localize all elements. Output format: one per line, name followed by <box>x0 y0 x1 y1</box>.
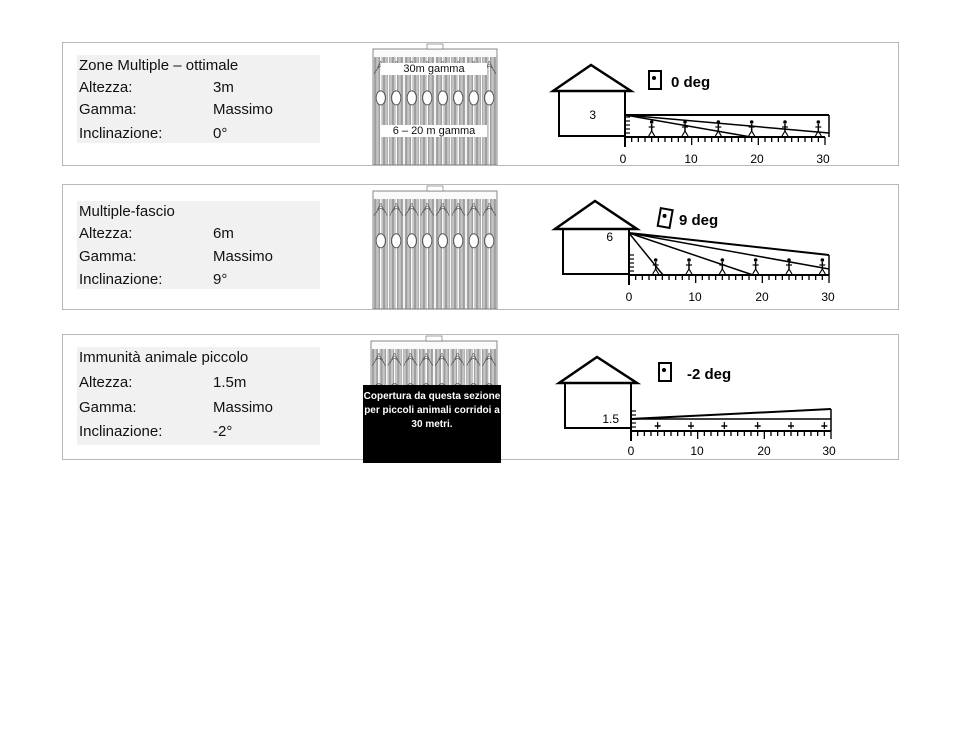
pattern-top-label: 30m gamma <box>381 63 487 75</box>
person-leg <box>689 269 692 274</box>
person-leg <box>686 269 689 274</box>
person-head <box>783 120 787 124</box>
tick-label-30: 30 <box>821 290 835 304</box>
person-leg <box>649 131 652 136</box>
pattern-zone <box>469 91 478 105</box>
person-leg <box>722 269 725 274</box>
house-roof <box>553 65 631 91</box>
tick-label-20: 20 <box>757 444 771 458</box>
pattern-zone <box>376 234 385 248</box>
detection-pattern-image <box>367 43 503 165</box>
angle-label: -2 deg <box>687 366 732 383</box>
section-title: Multiple-fascio <box>79 203 175 220</box>
person-head <box>787 258 791 262</box>
sensor-lens-icon <box>652 76 656 80</box>
house-roof <box>555 201 637 229</box>
beam-top <box>631 409 831 419</box>
diagram-svg <box>551 57 851 167</box>
pattern-note: Copertura da questa sezione per piccoli animali corridoi a 30 metri. <box>363 385 501 463</box>
house-roof <box>559 357 637 383</box>
info-panel <box>77 201 320 289</box>
sensor-lens-icon <box>662 368 666 372</box>
mounting-diagram <box>553 195 853 307</box>
row-key: Gamma: <box>79 248 137 265</box>
person-head <box>654 258 658 262</box>
person-head <box>754 258 758 262</box>
tick-label-10: 10 <box>688 290 702 304</box>
person-leg <box>786 269 789 274</box>
row-value: 0° <box>213 125 228 142</box>
distance-ruler <box>631 407 831 441</box>
top-marker-icon <box>426 336 442 341</box>
beam-low <box>625 115 751 137</box>
pattern-zone <box>454 91 463 105</box>
row-key: Gamma: <box>79 399 137 416</box>
person-leg <box>785 131 788 136</box>
pattern-zone <box>454 234 463 248</box>
tick-label-30: 30 <box>816 152 830 166</box>
pattern-zone <box>438 234 447 248</box>
person-leg <box>685 131 688 136</box>
pattern-zone <box>407 91 416 105</box>
person-head <box>821 258 825 262</box>
row-value: Massimo <box>213 101 274 118</box>
person-head <box>687 258 691 262</box>
pattern-frame <box>373 191 497 309</box>
pattern-zone <box>469 234 478 248</box>
section-title: Zone Multiple – ottimale <box>79 57 239 74</box>
height-label: 6 <box>606 230 613 244</box>
sensor-tilted <box>658 208 673 228</box>
pattern-zone <box>485 234 494 248</box>
row-value: 6m <box>213 225 234 242</box>
row-key: Altezza: <box>79 374 133 391</box>
row-key: Inclinazione: <box>79 423 163 440</box>
person-leg <box>749 131 752 136</box>
top-marker-icon <box>427 186 443 191</box>
section-multiple-fascio <box>62 184 899 310</box>
angle-label: 9 deg <box>679 212 719 229</box>
tick-label-0: 0 <box>619 152 627 166</box>
person-leg <box>753 269 756 274</box>
person-leg <box>756 269 759 274</box>
pattern-zone <box>407 234 416 248</box>
pattern-zone <box>376 91 385 105</box>
angle-label: 0 deg <box>671 74 711 91</box>
pattern-svg <box>367 43 503 165</box>
mounting-diagram <box>557 349 857 459</box>
section-immunita-animale <box>62 334 899 460</box>
person-leg <box>819 269 822 274</box>
row-value: -2° <box>213 423 233 440</box>
person-head <box>683 120 687 124</box>
top-marker-icon <box>427 44 443 49</box>
detection-pattern-image <box>367 185 503 309</box>
row-value: 9° <box>213 271 228 288</box>
section-title: Immunità animale piccolo <box>79 349 249 366</box>
pattern-zone <box>438 91 447 105</box>
row-key: Gamma: <box>79 101 137 118</box>
pattern-bottom-label: 6 – 20 m gamma <box>381 125 487 137</box>
person-leg <box>719 269 722 274</box>
person-head <box>721 258 725 262</box>
house-wall <box>563 229 629 274</box>
tick-label-10: 10 <box>684 152 698 166</box>
person-head <box>817 120 821 124</box>
row-value: 1.5m <box>213 374 247 391</box>
tick-label-0: 0 <box>627 444 635 458</box>
person-leg <box>789 269 792 274</box>
person-head <box>750 120 754 124</box>
beam-mid <box>625 115 829 133</box>
tick-label-20: 20 <box>755 290 769 304</box>
pattern-zone <box>423 234 432 248</box>
pattern-zone <box>392 91 401 105</box>
row-value: Massimo <box>213 399 274 416</box>
pattern-svg <box>367 185 503 309</box>
sensor-icon <box>659 363 671 381</box>
row-key: Altezza: <box>79 225 133 242</box>
pattern-zone <box>423 91 432 105</box>
pattern-zone <box>392 234 401 248</box>
tick-label-30: 30 <box>822 444 836 458</box>
height-label: 3 <box>589 108 596 122</box>
row-value: Massimo <box>213 248 274 265</box>
section-zone-multiple <box>62 42 899 166</box>
mounting-diagram <box>551 57 851 167</box>
person-leg <box>822 269 825 274</box>
tick-label-0: 0 <box>625 290 633 304</box>
person-head <box>650 120 654 124</box>
height-label: 1.5 <box>602 412 619 426</box>
info-panel <box>77 55 320 143</box>
house-wall <box>565 383 631 428</box>
pattern-zone <box>485 91 494 105</box>
diagram-svg <box>553 195 853 307</box>
sensor-icon <box>649 71 661 89</box>
row-key: Inclinazione: <box>79 271 163 288</box>
tick-label-20: 20 <box>750 152 764 166</box>
animal-figures <box>655 422 828 429</box>
person-leg <box>653 269 656 274</box>
diagram-svg <box>557 349 857 459</box>
person-leg <box>652 131 655 136</box>
person-head <box>717 120 721 124</box>
person-leg <box>752 131 755 136</box>
person-figures <box>653 258 826 274</box>
tick-label-10: 10 <box>690 444 704 458</box>
distance-ruler <box>629 251 829 285</box>
row-key: Inclinazione: <box>79 125 163 142</box>
row-key: Altezza: <box>79 79 133 96</box>
person-leg <box>682 131 685 136</box>
row-value: 3m <box>213 79 234 96</box>
info-panel <box>77 347 320 445</box>
person-leg <box>782 131 785 136</box>
sensor-icon <box>658 208 673 228</box>
